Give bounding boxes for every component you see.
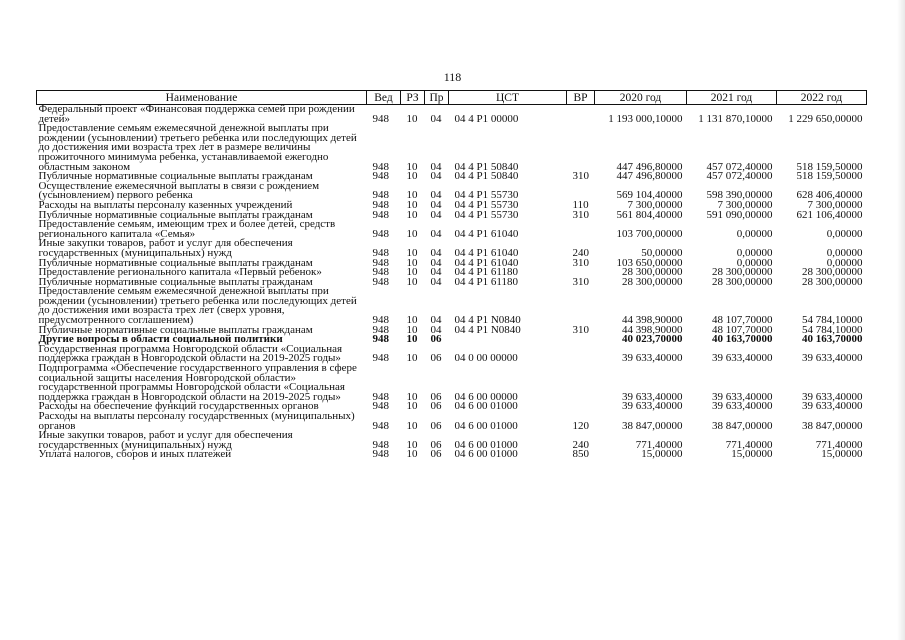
cell-vr — [567, 335, 595, 345]
cell-2021: 38 847,00000 — [712, 419, 773, 432]
cell-pr: 06 — [430, 448, 442, 461]
cell-2020: 39 633,40000 — [622, 352, 683, 365]
cell-2020: 40 023,70000 — [622, 333, 683, 346]
cell-pr: 04 — [430, 198, 442, 211]
cell-2021: 28 300,00000 — [712, 266, 773, 279]
cell-2020: 103 700,00000 — [616, 227, 683, 240]
cell-2020: 28 300,00000 — [622, 275, 683, 288]
cell-name: Публичные нормативные социальные выплаты гражданам — [38, 170, 313, 183]
header-cst: ЦСТ — [449, 91, 567, 105]
cell-name: Предоставление семьям ежемесячной денежной выплаты при рождении (усыновлении) третьего ребенка или последующих детей до достижения ими возраста трех лет (сверх уровня, предусмотренного соглашением) — [38, 285, 357, 327]
cell-rz: 10 — [406, 333, 418, 346]
cell-rz: 10 — [406, 352, 418, 365]
table-row — [37, 124, 867, 172]
cell-2021: 7 300,00000 — [717, 198, 773, 211]
cell-ved: 948 — [372, 333, 389, 346]
cell-ved: 948 — [372, 266, 389, 279]
cell-pr: 06 — [430, 333, 442, 346]
cell-pr: 04 — [430, 160, 442, 173]
cell-2021: 39 633,40000 — [712, 352, 773, 365]
cell-rz: 10 — [406, 419, 418, 432]
cell-2020: 103 650,00000 — [616, 256, 683, 269]
cell-rz: 10 — [406, 112, 418, 125]
cell-ved: 948 — [372, 448, 389, 461]
cell-ved: 948 — [372, 246, 389, 259]
cell-2021: 591 090,00000 — [706, 208, 773, 221]
cell-cst: 04 6 00 01000 — [454, 419, 518, 432]
cell-vr: 240 — [572, 438, 589, 451]
cell-pr: 04 — [430, 323, 442, 336]
cell-ved: 948 — [372, 390, 389, 403]
cell-ved: 948 — [372, 208, 389, 221]
header-pr: Пр — [425, 91, 449, 105]
cell-pr: 06 — [430, 390, 442, 403]
cell-vr: 310 — [572, 170, 589, 183]
cell-rz: 10 — [406, 227, 418, 240]
header-2021: 2021 год — [687, 91, 777, 105]
cell-2022: 28 300,00000 — [802, 266, 863, 279]
header-rz: РЗ — [401, 91, 425, 105]
cell-2022: 0,00000 — [826, 246, 863, 259]
cell-rz: 10 — [406, 266, 418, 279]
cell-2021: 771,40000 — [725, 438, 773, 451]
cell-2021: 48 107,70000 — [712, 323, 773, 336]
cell-ved: 948 — [372, 352, 389, 365]
cell-cst: 04 4 P1 55730 — [454, 198, 519, 211]
cell-ved: 948 — [372, 160, 389, 173]
cell-2020: 569 104,40000 — [616, 189, 683, 202]
cell-ved: 948 — [372, 419, 389, 432]
table-row — [37, 287, 867, 325]
cell-cst: 04 4 P1 61180 — [454, 266, 518, 279]
cell-rz: 10 — [406, 400, 418, 413]
cell-rz: 10 — [406, 448, 418, 461]
cell-rz: 10 — [406, 438, 418, 451]
cell-pr: 04 — [430, 208, 442, 221]
cell-2022: 628 406,40000 — [796, 189, 863, 202]
cell-ved: 948 — [372, 198, 389, 211]
cell-rz: 10 — [406, 246, 418, 259]
header-name: Наименование — [37, 91, 367, 105]
cell-pr: 04 — [430, 275, 442, 288]
cell-2022: 1 229 650,00000 — [788, 112, 863, 125]
cell-cst: 04 4 P1 00000 — [454, 112, 519, 125]
cell-vr — [567, 402, 595, 412]
cell-name: Публичные нормативные социальные выплаты гражданам — [38, 275, 313, 288]
cell-2022: 0,00000 — [826, 256, 863, 269]
scan-edge-shadow — [897, 0, 905, 640]
cell-2021: 39 633,40000 — [712, 390, 773, 403]
cell-ved: 948 — [372, 112, 389, 125]
cell-cst: 04 0 00 00000 — [454, 352, 518, 365]
cell-2022: 54 784,10000 — [802, 314, 863, 327]
cell-2022: 15,00000 — [821, 448, 863, 461]
cell-name: Публичные нормативные социальные выплаты гражданам — [38, 323, 313, 336]
cell-vr: 110 — [572, 198, 589, 211]
cell-2020: 447 496,80000 — [616, 170, 683, 183]
cell-2021: 0,00000 — [736, 227, 773, 240]
cell-name: Предоставление регионального капитала «Первый ребенок» — [38, 266, 322, 279]
cell-2022: 54 784,10000 — [802, 323, 863, 336]
cell-pr: 04 — [430, 189, 442, 202]
cell-cst: 04 4 P1 N0840 — [454, 314, 521, 327]
cell-cst: 04 4 P1 N0840 — [454, 323, 521, 336]
cell-2020: 44 398,90000 — [622, 323, 683, 336]
cell-cst: 04 6 00 00000 — [454, 390, 518, 403]
cell-2020: 28 300,00000 — [622, 266, 683, 279]
page-number: 118 — [443, 70, 462, 84]
table-row — [37, 239, 867, 258]
cell-vr: 310 — [572, 323, 589, 336]
cell-cst: 04 4 P1 61040 — [454, 246, 519, 259]
cell-vr — [567, 287, 595, 325]
cell-2020: 39 633,40000 — [622, 390, 683, 403]
cell-cst: 04 4 P1 61040 — [454, 227, 519, 240]
cell-vr: 310 — [572, 208, 589, 221]
cell-rz: 10 — [406, 189, 418, 202]
cell-2020: 39 633,40000 — [622, 400, 683, 413]
cell-rz: 10 — [406, 390, 418, 403]
cell-rz: 10 — [406, 275, 418, 288]
cell-2022: 39 633,40000 — [802, 352, 863, 365]
cell-2020: 771,40000 — [635, 438, 683, 451]
cell-vr: 240 — [572, 246, 589, 259]
cell-pr: 06 — [430, 419, 442, 432]
cell-2022: 28 300,00000 — [802, 275, 863, 288]
cell-rz: 10 — [406, 160, 418, 173]
cell-2022: 40 163,70000 — [802, 333, 863, 346]
cell-vr: 850 — [572, 448, 589, 461]
cell-vr — [567, 105, 595, 125]
cell-name: Другие вопросы в области социальной политики — [38, 333, 283, 346]
cell-2022: 39 633,40000 — [802, 390, 863, 403]
cell-2022: 771,40000 — [815, 438, 863, 451]
header-2020: 2020 год — [595, 91, 687, 105]
cell-cst: 04 4 P1 55730 — [454, 208, 519, 221]
cell-rz: 10 — [406, 198, 418, 211]
cell-pr: 06 — [430, 400, 442, 413]
cell-ved: 948 — [372, 438, 389, 451]
cell-vr — [567, 345, 595, 364]
cell-pr: 06 — [430, 352, 442, 365]
cell-cst: 04 4 P1 61180 — [454, 275, 518, 288]
cell-name: Уплата налогов, сборов и иных платежей — [38, 448, 232, 461]
cell-cst: 04 4 P1 61040 — [454, 256, 519, 269]
cell-cst: 04 4 P1 50840 — [454, 160, 519, 173]
cell-2021: 40 163,70000 — [712, 333, 773, 346]
cell-2021: 39 633,40000 — [712, 400, 773, 413]
cell-name: Осуществление ежемесячной выплаты в связи с рождением (усыновлением) первого ребенка — [38, 179, 320, 202]
cell-rz: 10 — [406, 314, 418, 327]
cell-pr: 06 — [430, 438, 442, 451]
cell-rz: 10 — [406, 170, 418, 183]
cell-2022: 518 159,50000 — [796, 170, 863, 183]
cell-pr: 04 — [430, 170, 442, 183]
cell-rz: 10 — [406, 323, 418, 336]
cell-name: Расходы на выплаты персоналу казенных учреждений — [38, 198, 293, 211]
cell-2020: 38 847,00000 — [622, 419, 683, 432]
cell-2020: 44 398,90000 — [622, 314, 683, 327]
cell-2022: 518 159,50000 — [796, 160, 863, 173]
cell-ved: 948 — [372, 170, 389, 183]
cell-pr: 04 — [430, 266, 442, 279]
cell-name: Иные закупки товаров, работ и услуг для обеспечения государственных (муниципальных) нужд — [38, 237, 293, 259]
cell-ved: 948 — [372, 314, 389, 327]
cell-vr — [567, 124, 595, 172]
cell-rz: 10 — [406, 256, 418, 269]
cell-2021: 457 072,40000 — [706, 160, 773, 173]
cell-pr: 04 — [430, 256, 442, 269]
cell-2020: 447 496,80000 — [616, 160, 683, 173]
cell-cst: 04 4 P1 50840 — [454, 170, 519, 183]
cell-name: Федеральный проект «Финансовая поддержка семей при рождении детей» — [38, 103, 355, 125]
cell-vr: 310 — [572, 275, 589, 288]
header-ved: Вед — [367, 91, 401, 105]
cell-cst: 04 6 00 01000 — [454, 448, 518, 461]
cell-2021: 457 072,40000 — [706, 170, 773, 183]
cell-2022: 621 106,40000 — [796, 208, 863, 221]
cell-vr: 310 — [572, 256, 589, 269]
cell-2020: 1 193 000,10000 — [608, 112, 683, 125]
cell-2022: 38 847,00000 — [802, 419, 863, 432]
cell-2022: 7 300,00000 — [807, 198, 863, 211]
cell-name: Расходы на обеспечение функций государственных органов — [38, 400, 319, 413]
cell-2020: 15,00000 — [641, 448, 683, 461]
cell-name: Предоставление семьям ежемесячной денежной выплаты при рождении (усыновлении) третьего ребенка или последующих детей до достижения ими возраста трех лет в размере величины прожиточного минимума ребенка, устанавливаемой ежегодно областным законом — [38, 122, 357, 173]
header-2022: 2022 год — [777, 91, 867, 105]
cell-ved: 948 — [372, 400, 389, 413]
cell-cst — [449, 335, 567, 345]
cell-name: Публичные нормативные социальные выплаты гражданам — [38, 208, 313, 221]
cell-2021: 48 107,70000 — [712, 314, 773, 327]
cell-rz: 10 — [406, 208, 418, 221]
cell-2021: 15,00000 — [731, 448, 773, 461]
cell-ved: 948 — [372, 323, 389, 336]
table-row — [37, 450, 867, 460]
header-vr: ВР — [567, 91, 595, 105]
cell-cst: 04 6 00 01000 — [454, 400, 518, 413]
cell-vr: 120 — [572, 419, 589, 432]
cell-ved: 948 — [372, 227, 389, 240]
cell-name: Иные закупки товаров, работ и услуг для обеспечения государственных (муниципальных) нужд — [38, 429, 293, 451]
cell-name: Расходы на выплаты персоналу государственных (муниципальных) органов — [38, 410, 355, 432]
budget-table — [36, 90, 867, 460]
cell-ved: 948 — [372, 189, 389, 202]
cell-2021: 598 390,00000 — [706, 189, 773, 202]
cell-vr — [567, 364, 595, 402]
cell-name: Государственная программа Новгородской области «Социальная поддержка граждан в Новгородской области на 2019-2025 годы» — [38, 342, 343, 365]
cell-name: Публичные нормативные социальные выплаты гражданам — [38, 256, 313, 269]
cell-pr: 04 — [430, 246, 442, 259]
cell-pr: 04 — [430, 314, 442, 327]
cell-2022: 0,00000 — [826, 227, 863, 240]
cell-cst: 04 6 00 01000 — [454, 438, 518, 451]
cell-2021: 28 300,00000 — [712, 275, 773, 288]
cell-pr: 04 — [430, 227, 442, 240]
cell-2021: 0,00000 — [736, 246, 773, 259]
cell-cst: 04 4 P1 55730 — [454, 189, 519, 202]
cell-2020: 561 804,40000 — [616, 208, 683, 221]
cell-2021: 0,00000 — [736, 256, 773, 269]
cell-2020: 7 300,00000 — [627, 198, 683, 211]
cell-pr: 04 — [430, 112, 442, 125]
cell-vr — [567, 220, 595, 239]
cell-ved: 948 — [372, 275, 389, 288]
cell-name: Подпрограмма «Обеспечение государственного управления в сфере социальной защиты населения Новгородской области» государственной программы Новгородской области «Социальная поддержка граждан в Новгородской области на 2019-2025 годы» — [38, 362, 357, 403]
cell-2022: 39 633,40000 — [802, 400, 863, 413]
cell-2020: 50,00000 — [641, 246, 683, 259]
cell-ved: 948 — [372, 256, 389, 269]
table-row — [37, 364, 867, 402]
cell-2021: 1 131 870,10000 — [698, 112, 773, 125]
cell-name: Предоставление семьям, имеющим трех и более детей, средств регионального капитала «Семья» — [38, 218, 336, 240]
